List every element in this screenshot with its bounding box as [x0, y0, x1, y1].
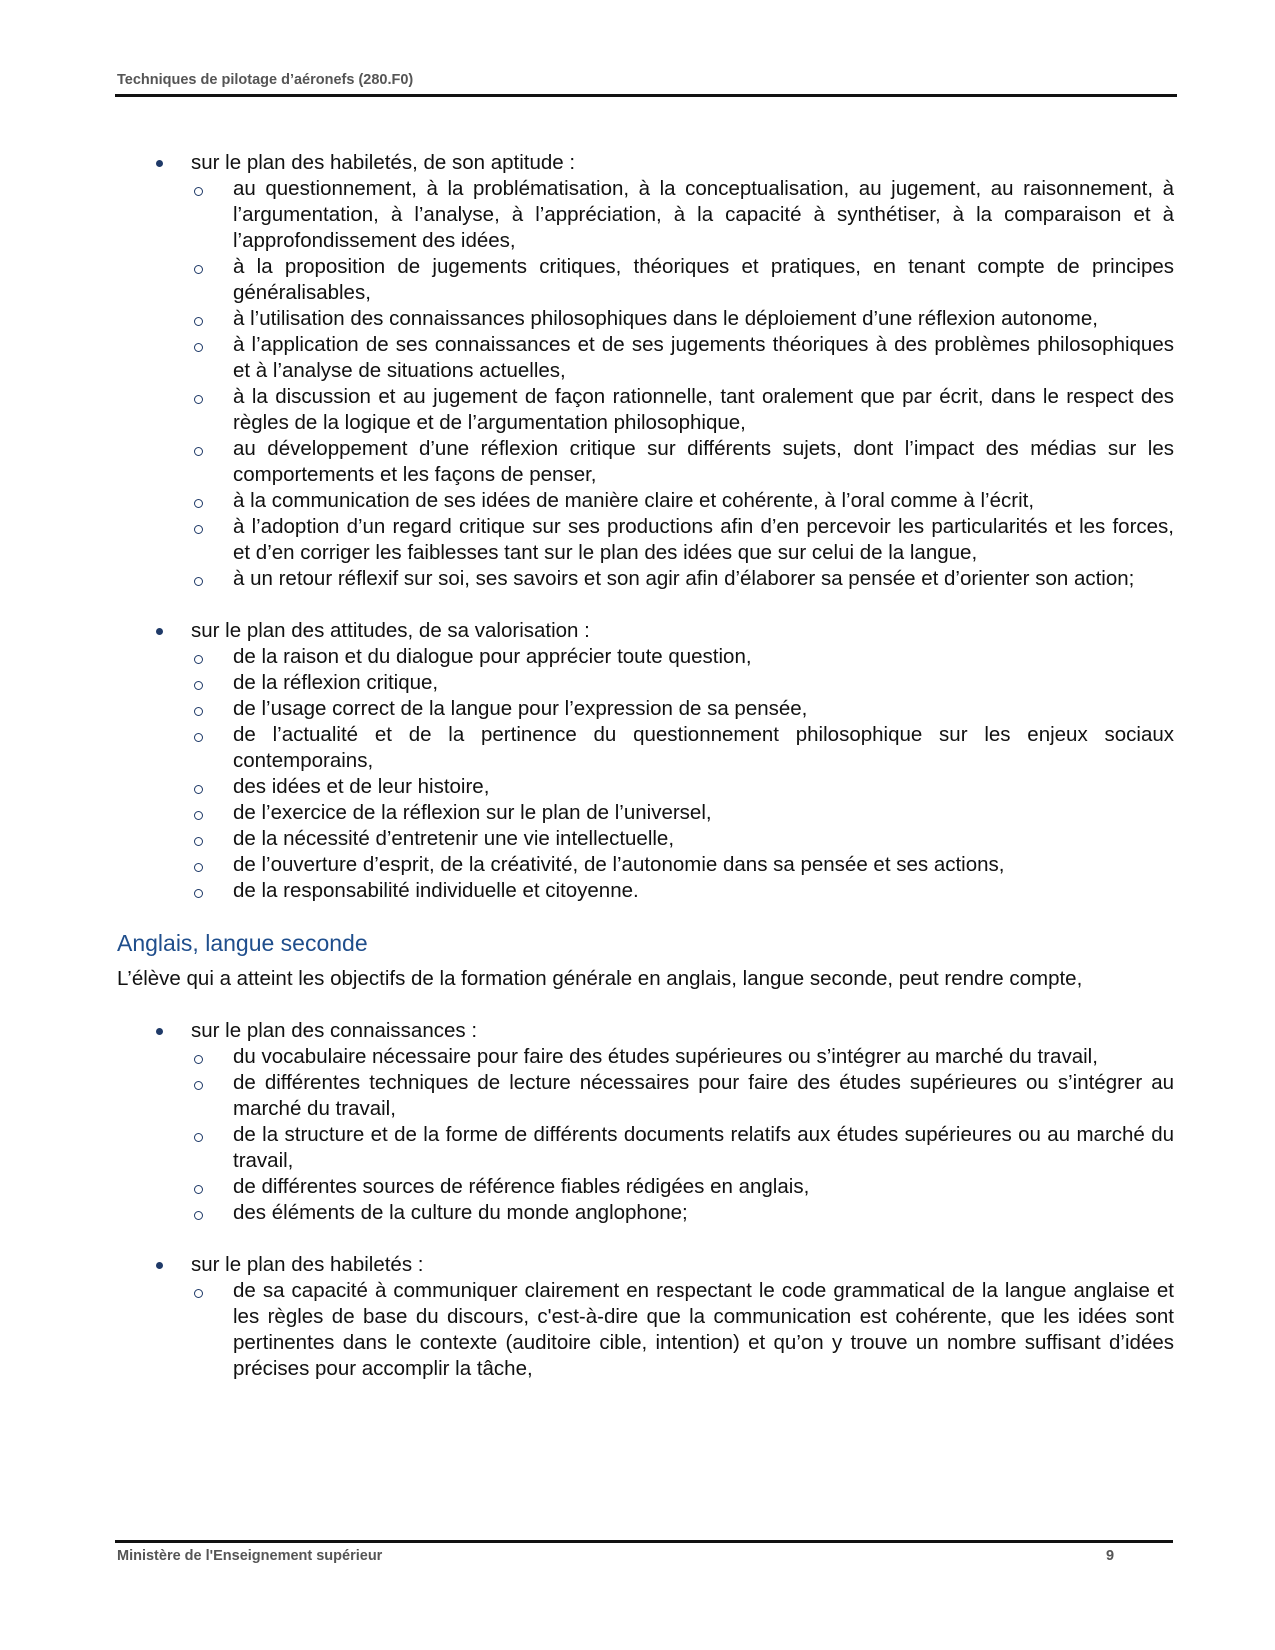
list-item: de l’ouverture d’esprit, de la créativité, de l’autonomie dans sa pensée et ses actions,	[191, 852, 1174, 878]
list-item: à un retour réflexif sur soi, ses savoirs et son agir afin d’élaborer sa pensée et d’orienter son action;	[191, 566, 1174, 592]
list-item: de la structure et de la forme de différents documents relatifs aux études supérieures ou au marché du travail,	[191, 1122, 1174, 1174]
sub-list	[191, 1278, 1174, 1382]
list-item: des éléments de la culture du monde anglophone;	[191, 1200, 1174, 1226]
list-item: au développement d’une réflexion critique sur différents sujets, dont l’impact des médias sur les comportements et les façons de penser,	[191, 436, 1174, 488]
sub-list	[191, 1044, 1174, 1226]
list-item: à la discussion et au jugement de façon rationnelle, tant oralement que par écrit, dans le respect des règles de la logique et de l’argumentation philosophique,	[191, 384, 1174, 436]
page-number: 9	[1106, 1548, 1115, 1564]
list-item: à l’adoption d’un regard critique sur ses productions afin d’en percevoir les particularités et les forces, et d’en corriger les faiblesses tant sur le plan des idées que sur celui de la langue,	[191, 514, 1174, 566]
list-item: à l’application de ses connaissances et de ses jugements théoriques à des problèmes philosophiques et à l’analyse de situations actuelles,	[191, 332, 1174, 384]
bullet-group	[117, 618, 1174, 904]
sub-list	[191, 644, 1174, 904]
list-item: à la proposition de jugements critiques, théoriques et pratiques, en tenant compte de principes généralisables,	[191, 254, 1174, 306]
section-heading: Anglais, langue seconde	[117, 930, 368, 956]
list-item: de l’exercice de la réflexion sur le plan de l’universel,	[191, 800, 1174, 826]
list-item: de différentes sources de référence fiables rédigées en anglais,	[191, 1174, 1174, 1200]
bullet-label: sur le plan des habiletés :	[191, 1253, 424, 1276]
list-item: au questionnement, à la problématisation, à la conceptualisation, au jugement, au raisonnement, à l’argumentation, à l’analyse, à l’appréciation, à la capacité à synthétiser, à la comparaison et à l’approfondissement des idées,	[191, 176, 1174, 254]
list-item: de la responsabilité individuelle et citoyenne.	[191, 878, 1174, 904]
list-item: à l’utilisation des connaissances philosophiques dans le déploiement d’une réflexion autonome,	[191, 306, 1174, 332]
bullet-label: sur le plan des attitudes, de sa valorisation :	[191, 619, 590, 642]
footer-org: Ministère de l'Enseignement supérieur	[117, 1548, 383, 1564]
list-item: de différentes techniques de lecture nécessaires pour faire des études supérieures ou s’intégrer au marché du travail,	[191, 1070, 1174, 1122]
bullet-label: sur le plan des habiletés, de son aptitude :	[191, 151, 576, 174]
bullet-group	[117, 150, 1174, 592]
list-item: de sa capacité à communiquer clairement en respectant le code grammatical de la langue anglaise et les règles de base du discours, c'est-à-dire que la communication est cohérente, que les idées sont pertinentes dans le contexte (auditoire cible, intention) et qu’on y trouve un nombre suffisant d’idées précises pour accomplir la tâche,	[191, 1278, 1174, 1382]
list-item: de la nécessité d’entretenir une vie intellectuelle,	[191, 826, 1174, 852]
list-item: de l’usage correct de la langue pour l’expression de sa pensée,	[191, 696, 1174, 722]
list-item: de la raison et du dialogue pour apprécier toute question,	[191, 644, 1174, 670]
list-item: des idées et de leur histoire,	[191, 774, 1174, 800]
bullet-group	[117, 1018, 1174, 1226]
sub-list	[191, 176, 1174, 592]
header-rule	[115, 94, 1177, 97]
list-item: à la communication de ses idées de manière claire et cohérente, à l’oral comme à l’écrit,	[191, 488, 1174, 514]
page-content	[117, 150, 1174, 1408]
bullet-group	[117, 1252, 1174, 1382]
list-item: du vocabulaire nécessaire pour faire des études supérieures ou s’intégrer au marché du travail,	[191, 1044, 1174, 1070]
running-header: Techniques de pilotage d’aéronefs (280.F0)	[117, 72, 414, 88]
list-item: de la réflexion critique,	[191, 670, 1174, 696]
section-intro: L’élève qui a atteint les objectifs de la formation générale en anglais, langue seconde, peut rendre compte,	[117, 967, 1083, 990]
section1-list	[117, 150, 1174, 904]
bullet-label: sur le plan des connaissances :	[191, 1019, 478, 1042]
list-item: de l’actualité et de la pertinence du questionnement philosophique sur les enjeux sociaux contemporains,	[191, 722, 1174, 774]
footer-rule	[115, 1540, 1173, 1543]
section2-list	[117, 1018, 1174, 1382]
